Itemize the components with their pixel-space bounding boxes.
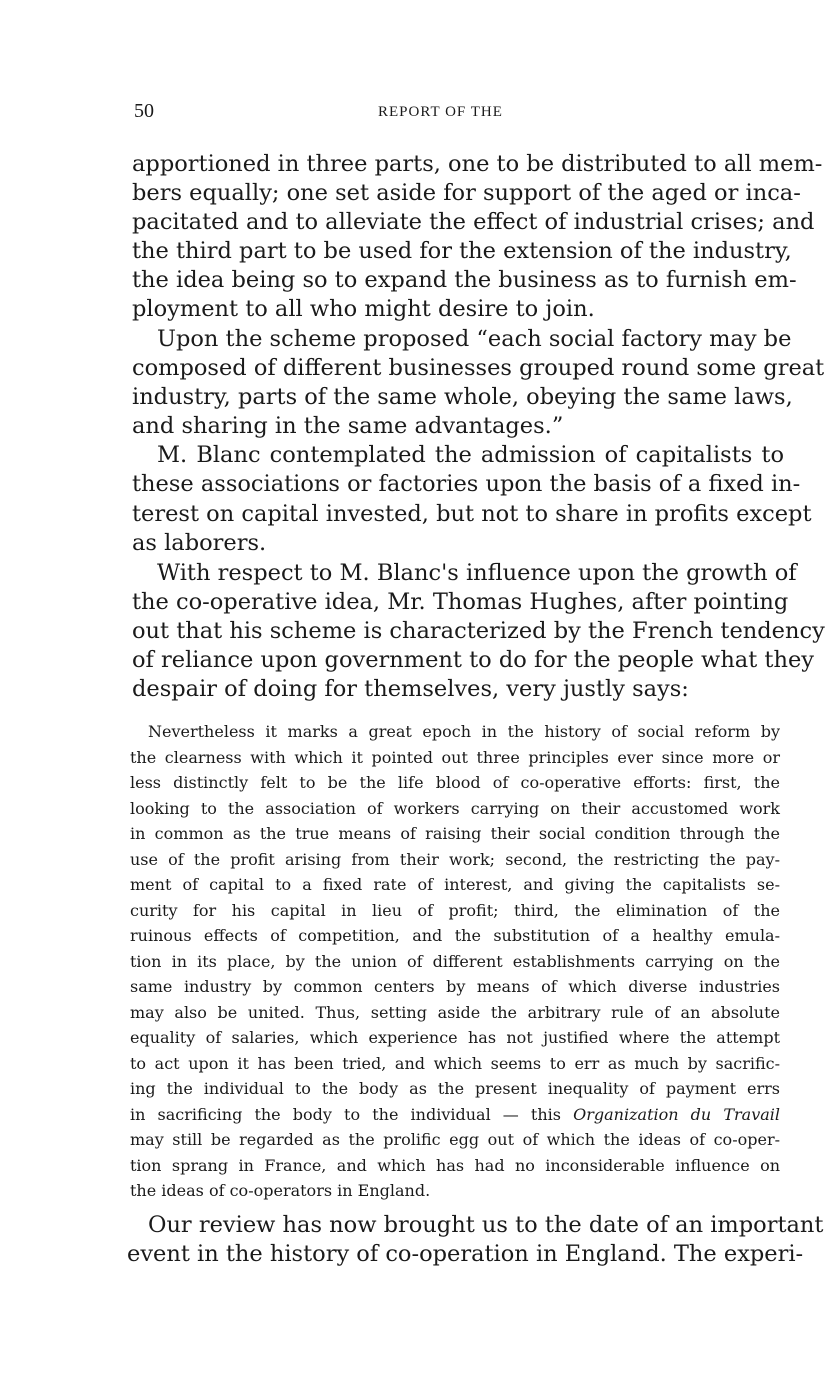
- text-line: of reliance upon government to do for the people what they: [132, 647, 814, 673]
- text-line: industry, parts of the same whole, obeying the same laws,: [132, 384, 793, 410]
- text-line: the idea being so to expand the business as to furnish em-: [132, 267, 797, 293]
- quote-line: equality of salaries, which experience has not justified where the attempt: [130, 1028, 780, 1047]
- italic-title: Organization du Travail: [573, 1105, 781, 1124]
- text-line: M. Blanc contemplated the admission of capitalists to: [157, 442, 784, 468]
- quote-line: tion sprang in France, and which has had no inconsiderable influence on: [130, 1156, 780, 1175]
- text-line: despair of doing for themselves, very justly says:: [132, 676, 689, 702]
- quote-line: the ideas of co-operators in England.: [130, 1181, 431, 1200]
- text-line: out that his scheme is characterized by the French tendency: [132, 618, 825, 644]
- text-line: these associations or factories upon the basis of a fixed in-: [132, 471, 801, 497]
- running-head: REPORT OF THE: [378, 104, 503, 120]
- quote-line-with-italic: [130, 1102, 780, 1128]
- quote-line: tion in its place, by the union of different establishments carrying on the: [130, 952, 780, 971]
- quote-line: may also be united. Thus, setting aside the arbitrary rule of an absolute: [130, 1003, 780, 1022]
- quote-line: looking to the association of workers carrying on their accustomed work: [130, 799, 780, 818]
- quote-line: Nevertheless it marks a great epoch in the history of social reform by: [148, 722, 780, 741]
- text-line: and sharing in the same advantages.”: [132, 413, 564, 439]
- quote-line: in common as the true means of raising their social condition through the: [130, 824, 780, 843]
- page-number: 50: [134, 100, 154, 122]
- text-line: Upon the scheme proposed “each social factory may be: [157, 326, 792, 352]
- text-line: the co-operative idea, Mr. Thomas Hughes, after pointing: [132, 589, 789, 615]
- quote-line: ment of capital to a fixed rate of interest, and giving the capitalists se-: [130, 875, 780, 894]
- text-line: pacitated and to alleviate the effect of industrial crises; and: [132, 209, 815, 235]
- quote-line: curity for his capital in lieu of profit; third, the elimination of the: [130, 901, 780, 920]
- page-header: [134, 100, 784, 126]
- text-line: terest on capital invested, but not to share in profits except: [132, 501, 812, 527]
- text-line: ployment to all who might desire to join.: [132, 296, 595, 322]
- quote-line: ruinous effects of competition, and the substitution of a healthy emula-: [130, 926, 780, 945]
- quote-line: may still be regarded as the prolific egg out of which the ideas of co-oper-: [130, 1130, 780, 1149]
- quote-line: less distinctly felt to be the life blood of co-operative efforts: first, the: [130, 773, 780, 792]
- text-line: event in the history of co-operation in England. The experi-: [127, 1241, 804, 1267]
- text-line: With respect to M. Blanc's influence upon the growth of: [157, 560, 797, 586]
- text-line: composed of different businesses grouped round some great: [132, 355, 825, 381]
- quote-line: use of the profit arising from their work; second, the restricting the pay-: [130, 850, 780, 869]
- quote-text: in sacrificing the body to the individual — this: [130, 1105, 574, 1124]
- text-line: the third part to be used for the extension of the industry,: [132, 238, 792, 264]
- quote-line: ing the individual to the body as the present inequality of payment errs: [130, 1079, 780, 1098]
- text-line: as laborers.: [132, 530, 267, 556]
- text-line: Our review has now brought us to the date of an important: [148, 1212, 824, 1238]
- text-line: apportioned in three parts, one to be distributed to all mem-: [132, 151, 823, 177]
- quote-line: the clearness with which it pointed out three principles ever since more or: [130, 748, 780, 767]
- quote-line: same industry by common centers by means of which diverse industries: [130, 977, 780, 996]
- text-line: bers equally; one set aside for support of the aged or inca-: [132, 180, 801, 206]
- quote-line: to act upon it has been tried, and which seems to err as much by sacrific-: [130, 1054, 780, 1073]
